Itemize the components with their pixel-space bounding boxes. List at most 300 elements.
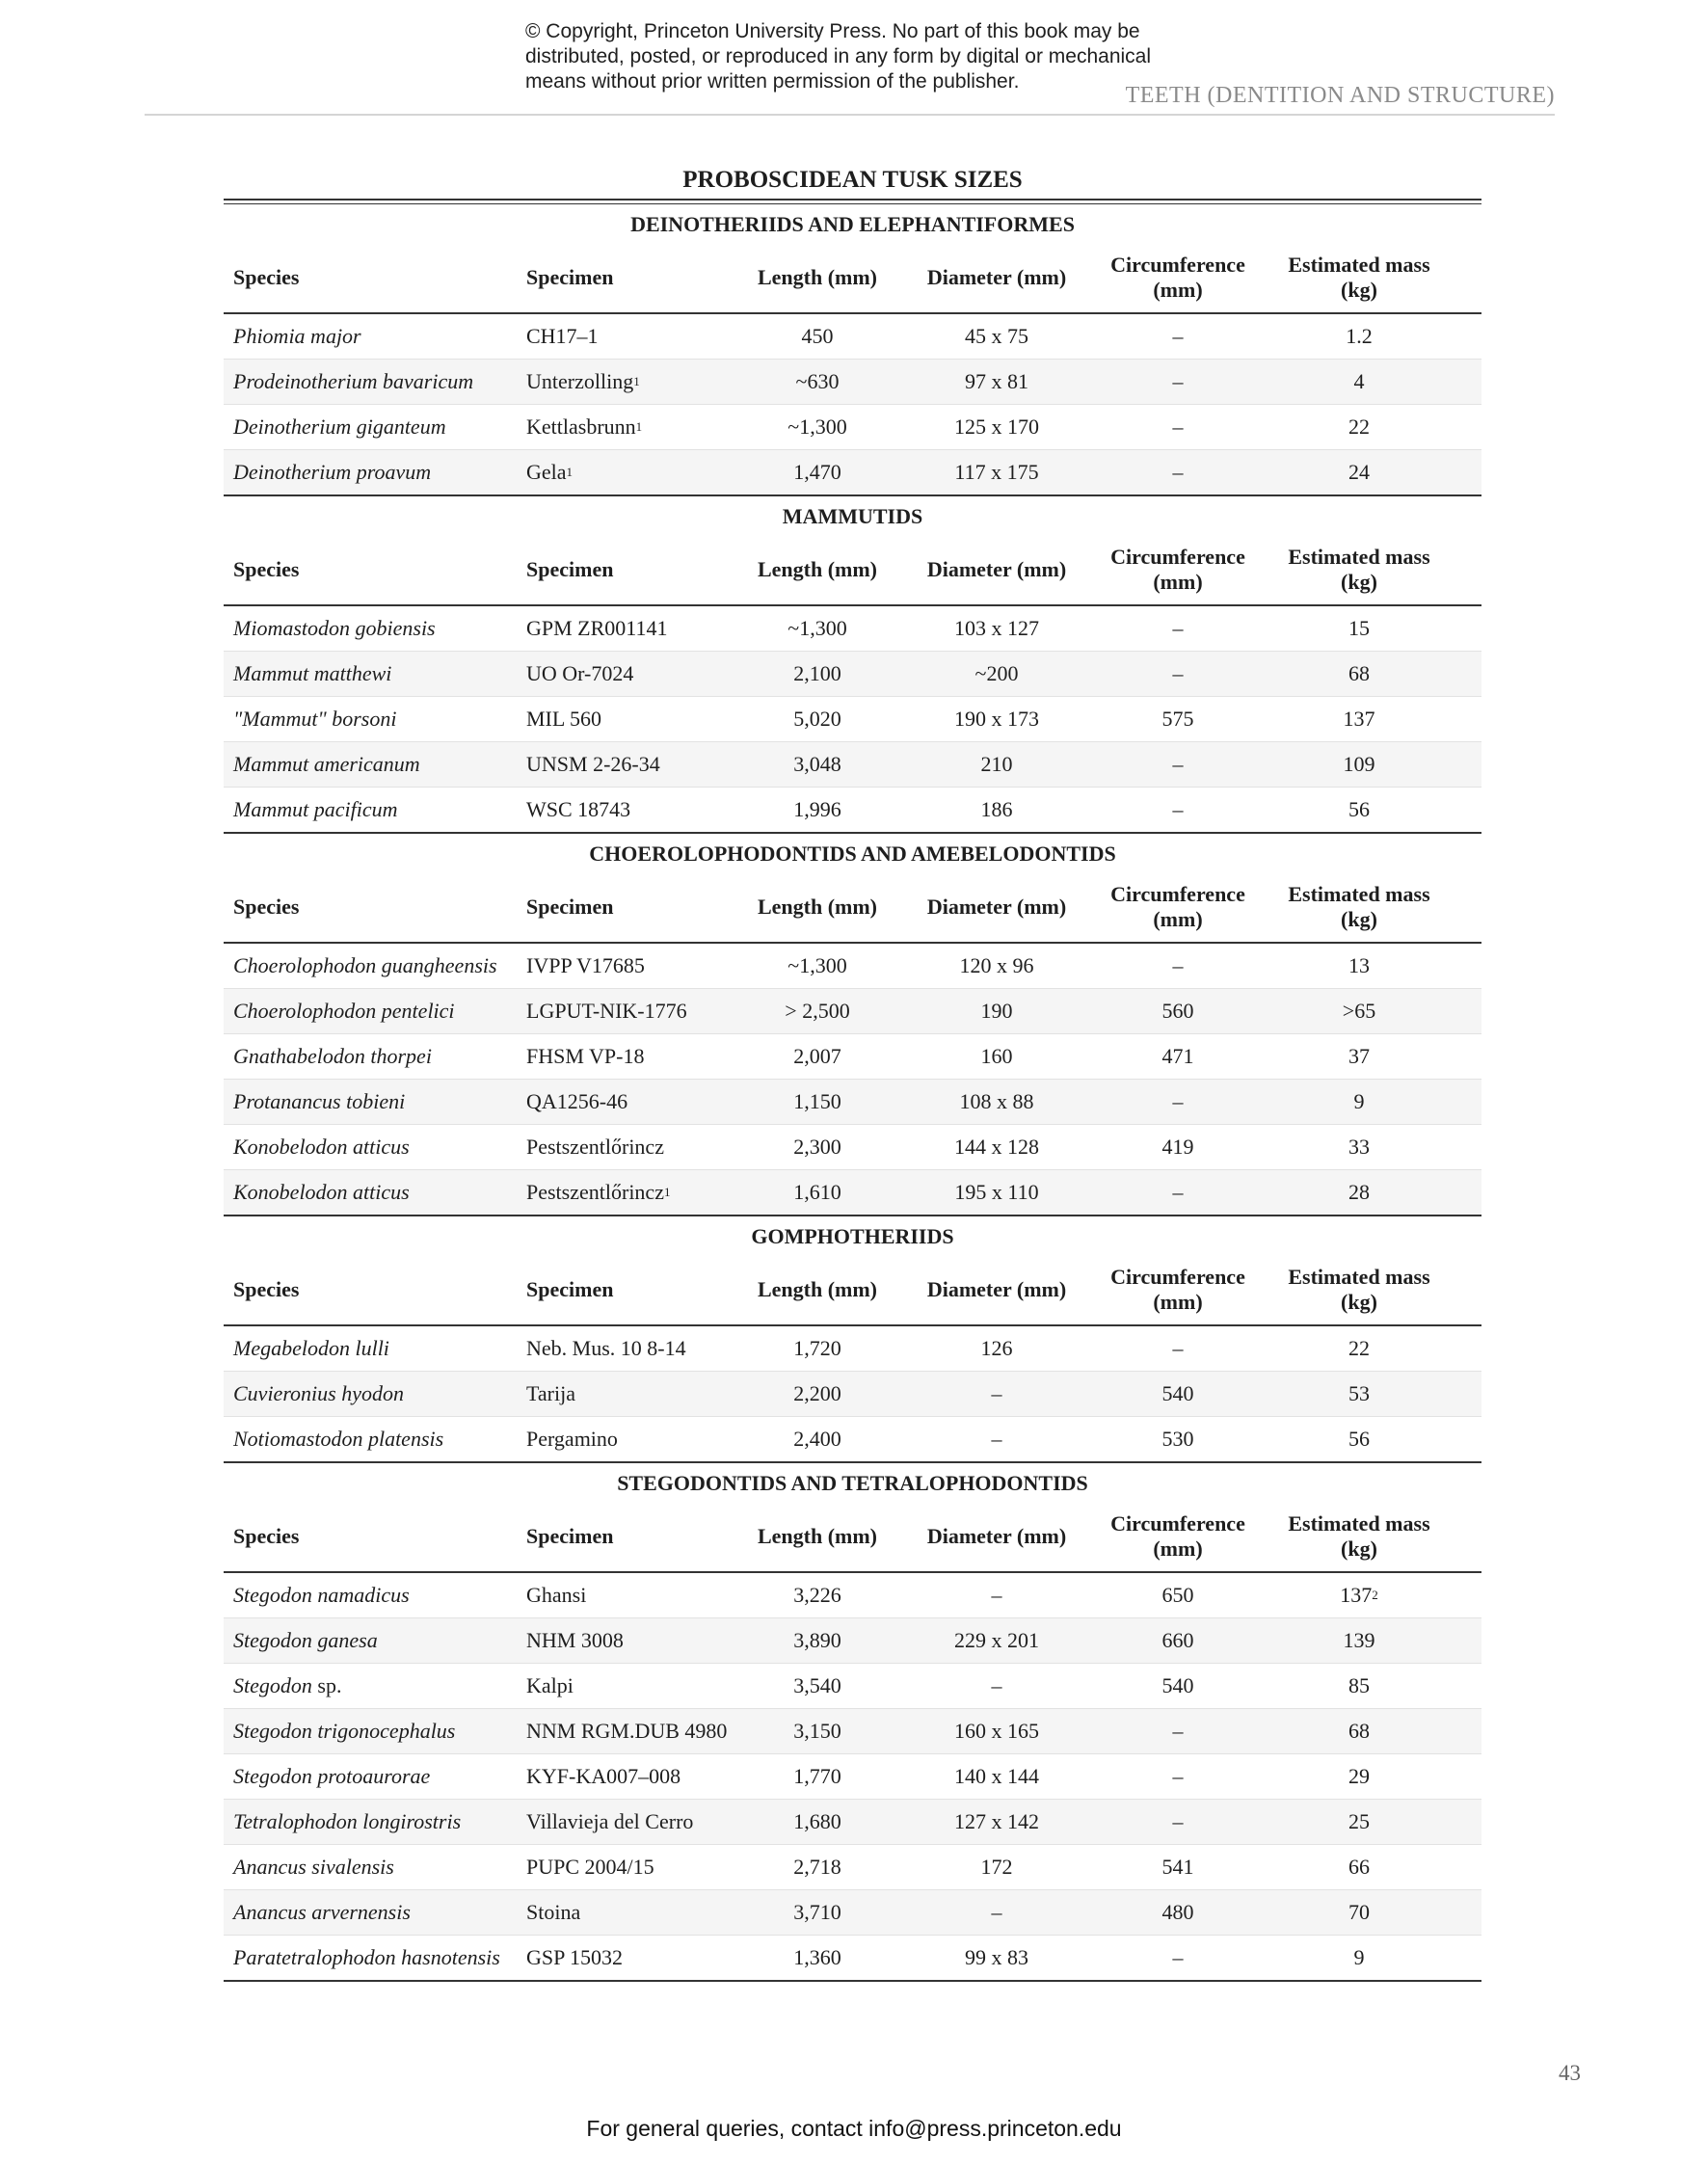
diameter-cell — [906, 1754, 1087, 1799]
species-cell — [224, 1573, 526, 1617]
diameter-cell — [906, 652, 1087, 696]
circumference-cell-value: – — [1172, 1180, 1184, 1204]
circumference-cell-value: 471 — [1161, 1044, 1194, 1068]
length-cell-value: 3,048 — [793, 752, 841, 776]
specimen-cell — [526, 652, 729, 696]
diameter-cell — [906, 697, 1087, 741]
column-header-row — [224, 535, 1481, 606]
diameter-cell-value: 127 x 142 — [954, 1809, 1039, 1833]
mass-cell-value: 37 — [1348, 1044, 1370, 1068]
mass-cell — [1268, 1417, 1450, 1461]
species-cell — [224, 1709, 526, 1753]
length-cell — [729, 944, 906, 988]
column-header-label: Estimated mass (kg) — [1288, 253, 1430, 302]
species-name: Deinotherium proavum — [233, 460, 432, 484]
diameter-cell — [906, 1080, 1087, 1124]
species-name: "Mammut" borsoni — [233, 707, 397, 731]
mass-cell — [1268, 1326, 1450, 1371]
specimen-cell — [526, 1936, 729, 1980]
specimen-id: Kalpi — [526, 1673, 574, 1697]
species-name: Phiomia major — [233, 324, 361, 348]
column-header-label: Estimated mass (kg) — [1288, 882, 1430, 931]
mass-cell-value: 56 — [1348, 797, 1370, 821]
length-cell-value: ~630 — [795, 369, 840, 393]
diameter-cell-value: 140 x 144 — [954, 1764, 1039, 1788]
mass-cell-value: 85 — [1348, 1673, 1370, 1697]
column-header-row — [224, 243, 1481, 314]
table-row — [224, 404, 1481, 449]
specimen-cell — [526, 697, 729, 741]
column-header — [526, 1255, 729, 1324]
species-name: Stegodon — [233, 1673, 312, 1697]
diameter-cell-value: 117 x 175 — [954, 460, 1039, 484]
circumference-cell-value: 541 — [1161, 1855, 1194, 1879]
length-cell-value: 3,890 — [793, 1628, 841, 1652]
diameter-cell-value: 144 x 128 — [954, 1135, 1039, 1159]
length-cell-value: 2,300 — [793, 1135, 841, 1159]
diameter-cell-value: 126 — [980, 1336, 1013, 1360]
column-header — [224, 1502, 526, 1571]
species-cell — [224, 652, 526, 696]
specimen-id: Villavieja del Cerro — [526, 1809, 694, 1833]
species-cell — [224, 1080, 526, 1124]
length-cell — [729, 1034, 906, 1079]
specimen-id: Kettlasbrunn — [526, 414, 636, 439]
diameter-cell — [906, 450, 1087, 494]
length-cell-value: 1,680 — [793, 1809, 841, 1833]
species-name: Paratetralophodon hasnotensis — [233, 1945, 500, 1969]
specimen-cell — [526, 788, 729, 832]
column-header-label: Diameter (mm) — [926, 557, 1067, 581]
mass-cell — [1268, 944, 1450, 988]
length-cell — [729, 1170, 906, 1215]
specimen-id: UO Or-7024 — [526, 661, 634, 685]
length-cell — [729, 742, 906, 787]
specimen-id: Pestszentlőrincz — [526, 1180, 664, 1204]
mass-cell: 137 2 — [1340, 1583, 1378, 1607]
species-cell — [224, 788, 526, 832]
diameter-cell — [906, 1618, 1087, 1663]
circumference-cell-value: 560 — [1161, 999, 1194, 1023]
mass-cell-value: 33 — [1348, 1135, 1370, 1159]
diameter-cell — [906, 1170, 1087, 1215]
specimen-id: Ghansi — [526, 1583, 587, 1607]
specimen-cell: Kettlasbrunn 1 — [526, 414, 643, 439]
column-header-label: Diameter (mm) — [926, 1277, 1067, 1301]
table-title: PROBOSCIDEAN TUSK SIZES — [682, 167, 1023, 193]
specimen-cell — [526, 989, 729, 1033]
circumference-cell — [1087, 1754, 1268, 1799]
specimen-cell — [526, 606, 729, 651]
column-header — [1268, 1502, 1450, 1571]
length-cell — [729, 1080, 906, 1124]
specimen-id: GSP 15032 — [526, 1945, 624, 1969]
mass-cell — [1268, 652, 1450, 696]
circumference-cell — [1087, 652, 1268, 696]
specimen-id: FHSM VP-18 — [526, 1044, 645, 1068]
column-header — [526, 535, 729, 604]
specimen-id: Neb. Mus. 10 8-14 — [526, 1336, 686, 1360]
mass-cell-value: 137 — [1340, 1583, 1373, 1607]
section-title: CHOEROLOPHODONTIDS AND AMEBELODONTIDS — [589, 842, 1116, 866]
species-name: Deinotherium giganteum — [233, 414, 446, 439]
table-row — [224, 741, 1481, 787]
section-title: DEINOTHERIIDS AND ELEPHANTIFORMES — [630, 212, 1075, 236]
column-header — [906, 1502, 1087, 1571]
diameter-cell — [906, 944, 1087, 988]
column-header — [1268, 243, 1450, 312]
specimen-id: CH17–1 — [526, 324, 599, 348]
table-row — [224, 651, 1481, 696]
column-header — [729, 872, 906, 942]
length-cell-value: 1,470 — [793, 460, 841, 484]
mass-cell-value: 56 — [1348, 1427, 1370, 1451]
specimen-cell — [526, 1034, 729, 1079]
species-cell — [224, 606, 526, 651]
length-cell-value: 3,710 — [793, 1900, 841, 1924]
specimen-cell: Unterzolling 1 — [526, 369, 640, 393]
specimen-cell — [526, 1754, 729, 1799]
column-header — [224, 1255, 526, 1324]
mass-cell-value: 24 — [1348, 460, 1370, 484]
specimen-id: Tarija — [526, 1381, 575, 1405]
diameter-cell — [906, 1709, 1087, 1753]
mass-cell — [1268, 1709, 1450, 1753]
specimen-cell — [526, 1618, 729, 1663]
mass-cell-value: 25 — [1348, 1809, 1370, 1833]
column-header — [1268, 535, 1450, 604]
length-cell-value: 1,996 — [793, 797, 841, 821]
diameter-cell-value: 190 — [980, 999, 1013, 1023]
species-cell — [224, 1417, 526, 1461]
circumference-cell-value: 530 — [1161, 1427, 1194, 1451]
length-cell-value: 2,200 — [793, 1381, 841, 1405]
column-header-label: Circumference (mm) — [1110, 882, 1245, 931]
specimen-id: Pestszentlőrincz — [526, 1135, 664, 1159]
diameter-cell — [906, 1125, 1087, 1169]
length-cell-value: 1,150 — [793, 1089, 841, 1113]
specimen-id: Stoina — [526, 1900, 581, 1924]
circumference-cell-value: 419 — [1161, 1135, 1194, 1159]
length-cell — [729, 697, 906, 741]
column-header — [729, 535, 906, 604]
species-cell — [224, 1936, 526, 1980]
circumference-cell — [1087, 1372, 1268, 1416]
table-row — [224, 1033, 1481, 1079]
mass-cell-value: 9 — [1353, 1945, 1365, 1969]
circumference-cell — [1087, 1417, 1268, 1461]
species-name: Anancus sivalensis — [233, 1855, 394, 1879]
mass-cell-value: 137 — [1343, 707, 1375, 731]
species-name: Konobelodon atticus — [233, 1180, 410, 1204]
table-row — [224, 696, 1481, 741]
table-row — [224, 1935, 1481, 1980]
section-title: GOMPHOTHERIIDS — [751, 1224, 954, 1248]
species-name: Protanancus tobieni — [233, 1089, 406, 1113]
mass-cell-value: 29 — [1348, 1764, 1370, 1788]
length-cell — [729, 606, 906, 651]
mass-cell — [1268, 314, 1450, 359]
mass-cell — [1268, 742, 1450, 787]
circumference-cell — [1087, 788, 1268, 832]
diameter-cell-value: 108 x 88 — [959, 1089, 1034, 1113]
column-header-label: Estimated mass (kg) — [1288, 1511, 1430, 1561]
length-cell — [729, 1326, 906, 1371]
diameter-cell-value: 97 x 81 — [965, 369, 1028, 393]
species-cell — [224, 1618, 526, 1663]
column-header — [729, 1502, 906, 1571]
column-header-label: Species — [233, 1277, 300, 1301]
circumference-cell-value: 660 — [1161, 1628, 1194, 1652]
diameter-cell-value: 125 x 170 — [954, 414, 1039, 439]
diameter-cell-value: – — [991, 1427, 1002, 1451]
mass-cell-value: 28 — [1348, 1180, 1370, 1204]
circumference-cell — [1087, 405, 1268, 449]
species-name: Prodeinotherium bavaricum — [233, 369, 474, 393]
table-row — [224, 1844, 1481, 1889]
length-cell-value: 3,226 — [793, 1583, 841, 1607]
species-name: Choerolophodon pentelici — [233, 999, 455, 1023]
mass-cell — [1268, 1845, 1450, 1889]
specimen-cell: Pestszentlőrincz 1 — [526, 1180, 671, 1204]
column-header-label: Length (mm) — [757, 895, 878, 919]
table-row — [224, 314, 1481, 359]
specimen-cell — [526, 1372, 729, 1416]
mass-cell-value: 70 — [1348, 1900, 1370, 1924]
diameter-cell — [906, 405, 1087, 449]
diameter-cell-value: 45 x 75 — [965, 324, 1028, 348]
species-cell — [224, 1372, 526, 1416]
length-cell — [729, 1618, 906, 1663]
column-header-label: Estimated mass (kg) — [1288, 545, 1430, 594]
length-cell — [729, 314, 906, 359]
length-cell — [729, 1125, 906, 1169]
length-cell — [729, 1936, 906, 1980]
column-header-label: Length (mm) — [757, 1524, 878, 1548]
species-cell — [224, 742, 526, 787]
circumference-cell — [1087, 944, 1268, 988]
length-cell-value: ~1,300 — [787, 616, 847, 640]
circumference-cell — [1087, 1618, 1268, 1663]
diameter-cell-value: ~200 — [974, 661, 1019, 685]
column-header-label: Diameter (mm) — [926, 895, 1067, 919]
species-name: Stegodon ganesa — [233, 1628, 378, 1652]
length-cell — [729, 450, 906, 494]
column-header — [1268, 872, 1450, 942]
length-cell-value: 5,020 — [793, 707, 841, 731]
circumference-cell — [1087, 314, 1268, 359]
length-cell — [729, 788, 906, 832]
circumference-cell-value: – — [1172, 1336, 1184, 1360]
column-header-label: Circumference (mm) — [1110, 253, 1245, 302]
specimen-id: NNM RGM.DUB 4980 — [526, 1719, 728, 1743]
specimen-id: WSC 18743 — [526, 797, 631, 821]
column-header-row — [224, 1502, 1481, 1573]
circumference-cell — [1087, 1080, 1268, 1124]
length-cell — [729, 1372, 906, 1416]
species-name: Notiomastodon platensis — [233, 1427, 444, 1451]
species-suffix: sp. — [311, 1673, 342, 1697]
mass-cell — [1268, 606, 1450, 651]
circumference-cell — [1087, 1573, 1268, 1617]
circumference-cell-value: 650 — [1161, 1583, 1194, 1607]
length-cell — [729, 652, 906, 696]
mass-cell-value: 13 — [1348, 953, 1370, 977]
species-cell — [224, 360, 526, 404]
specimen-id: QA1256-46 — [526, 1089, 628, 1113]
length-cell — [729, 1417, 906, 1461]
mass-cell — [1268, 1890, 1450, 1935]
species-name: Stegodon protoaurorae — [233, 1764, 431, 1788]
species-name: Miomastodon gobiensis — [233, 616, 436, 640]
table-row — [224, 449, 1481, 494]
column-header — [729, 1255, 906, 1324]
diameter-cell — [906, 1034, 1087, 1079]
length-cell — [729, 1664, 906, 1708]
column-header-label: Length (mm) — [757, 265, 878, 289]
tusk-size-table — [224, 162, 1481, 1982]
species-cell — [224, 314, 526, 359]
specimen-cell — [526, 1890, 729, 1935]
length-cell — [729, 1890, 906, 1935]
diameter-cell — [906, 314, 1087, 359]
length-cell-value: ~1,300 — [787, 953, 847, 977]
length-cell — [729, 989, 906, 1033]
diameter-cell — [906, 989, 1087, 1033]
specimen-id: MIL 560 — [526, 707, 602, 731]
length-cell-value: 1,770 — [793, 1764, 841, 1788]
page-number: 43 — [1559, 2061, 1581, 2085]
column-header — [729, 243, 906, 312]
diameter-cell — [906, 1417, 1087, 1461]
mass-cell — [1268, 1754, 1450, 1799]
column-header — [906, 1255, 1087, 1324]
column-header-label: Estimated mass (kg) — [1288, 1265, 1430, 1314]
mass-cell — [1268, 360, 1450, 404]
circumference-cell-value: – — [1172, 953, 1184, 977]
specimen-cell — [526, 314, 729, 359]
diameter-cell-value: 190 x 173 — [954, 707, 1039, 731]
species-cell — [224, 1326, 526, 1371]
mass-cell-value: 9 — [1353, 1089, 1365, 1113]
circumference-cell-value: – — [1172, 460, 1184, 484]
circumference-cell-value: – — [1172, 1809, 1184, 1833]
column-header — [1087, 1502, 1268, 1571]
mass-cell — [1268, 788, 1450, 832]
column-header-label: Specimen — [526, 557, 614, 581]
table-row — [224, 988, 1481, 1033]
circumference-cell-value: 480 — [1161, 1900, 1194, 1924]
circumference-cell-value: 540 — [1161, 1381, 1194, 1405]
specimen-cell — [526, 944, 729, 988]
table-row — [224, 1753, 1481, 1799]
species-name: Stegodon namadicus — [233, 1583, 410, 1607]
circumference-cell — [1087, 697, 1268, 741]
column-header-label: Specimen — [526, 265, 614, 289]
diameter-cell — [906, 360, 1087, 404]
specimen-cell — [526, 1080, 729, 1124]
specimen-cell — [526, 1800, 729, 1844]
table-row — [224, 1124, 1481, 1169]
length-cell-value: 450 — [801, 324, 834, 348]
circumference-cell — [1087, 1034, 1268, 1079]
specimen-id: NHM 3008 — [526, 1628, 624, 1652]
circumference-cell-value: – — [1172, 324, 1184, 348]
circumference-cell — [1087, 1890, 1268, 1935]
specimen-id: IVPP V17685 — [526, 953, 645, 977]
circumference-cell — [1087, 989, 1268, 1033]
specimen-cell — [526, 1664, 729, 1708]
circumference-cell-value: – — [1172, 661, 1184, 685]
species-name: Stegodon trigonocephalus — [233, 1719, 456, 1743]
species-cell — [224, 1170, 526, 1215]
table-row — [224, 944, 1481, 988]
diameter-cell-value: 160 x 165 — [954, 1719, 1039, 1743]
circumference-cell-value: – — [1172, 797, 1184, 821]
column-header-label: Species — [233, 557, 300, 581]
specimen-id: Unterzolling — [526, 369, 634, 393]
specimen-cell: Gela 1 — [526, 460, 574, 484]
species-name: Choerolophodon guangheensis — [233, 953, 497, 977]
running-head: TEETH (DENTITION AND STRUCTURE) — [1125, 83, 1555, 108]
diameter-cell-value: 210 — [980, 752, 1013, 776]
mass-cell-value: 1.2 — [1346, 324, 1373, 348]
column-header-label: Species — [233, 1524, 300, 1548]
copyright-line: distributed, posted, or reproduced in any form by digital or mechanical — [525, 45, 1152, 67]
mass-cell — [1268, 450, 1450, 494]
column-header — [526, 872, 729, 942]
circumference-cell-value: – — [1172, 369, 1184, 393]
section-title: MAMMUTIDS — [782, 504, 923, 528]
column-header-label: Circumference (mm) — [1110, 545, 1245, 594]
species-name: Cuvieronius hyodon — [233, 1381, 404, 1405]
specimen-id: PUPC 2004/15 — [526, 1855, 654, 1879]
specimen-id: Gela — [526, 460, 567, 484]
circumference-cell — [1087, 742, 1268, 787]
diameter-cell-value: 99 x 83 — [965, 1945, 1028, 1969]
circumference-cell — [1087, 1800, 1268, 1844]
column-header-label: Specimen — [526, 1277, 614, 1301]
diameter-cell — [906, 1664, 1087, 1708]
length-cell — [729, 360, 906, 404]
species-cell — [224, 1034, 526, 1079]
mass-cell-value: 4 — [1353, 369, 1365, 393]
length-cell-value: 3,540 — [793, 1673, 841, 1697]
column-header-label: Length (mm) — [757, 1277, 878, 1301]
specimen-id: Pergamino — [526, 1427, 618, 1451]
table-row — [224, 787, 1481, 832]
column-header-label: Diameter (mm) — [926, 1524, 1067, 1548]
species-name: Mammut americanum — [233, 752, 420, 776]
length-cell-value: 1,360 — [793, 1945, 841, 1969]
diameter-cell-value: 229 x 201 — [954, 1628, 1039, 1652]
circumference-cell-value: – — [1172, 752, 1184, 776]
mass-cell-value: 22 — [1348, 1336, 1370, 1360]
circumference-cell-value: 540 — [1161, 1673, 1194, 1697]
mass-cell — [1268, 1080, 1450, 1124]
diameter-cell — [906, 1326, 1087, 1371]
mass-cell — [1268, 1800, 1450, 1844]
table-row — [224, 606, 1481, 651]
diameter-cell-value: 160 — [980, 1044, 1013, 1068]
footer-contact: For general queries, contact info@press.princeton.edu — [586, 2116, 1122, 2141]
copyright-line: © Copyright, Princeton University Press. No part of this book may be — [525, 20, 1140, 42]
length-cell — [729, 1800, 906, 1844]
mass-cell-value: >65 — [1342, 999, 1376, 1023]
specimen-id: UNSM 2-26-34 — [526, 752, 660, 776]
mass-cell-value: 68 — [1348, 1719, 1370, 1743]
column-header — [224, 872, 526, 942]
